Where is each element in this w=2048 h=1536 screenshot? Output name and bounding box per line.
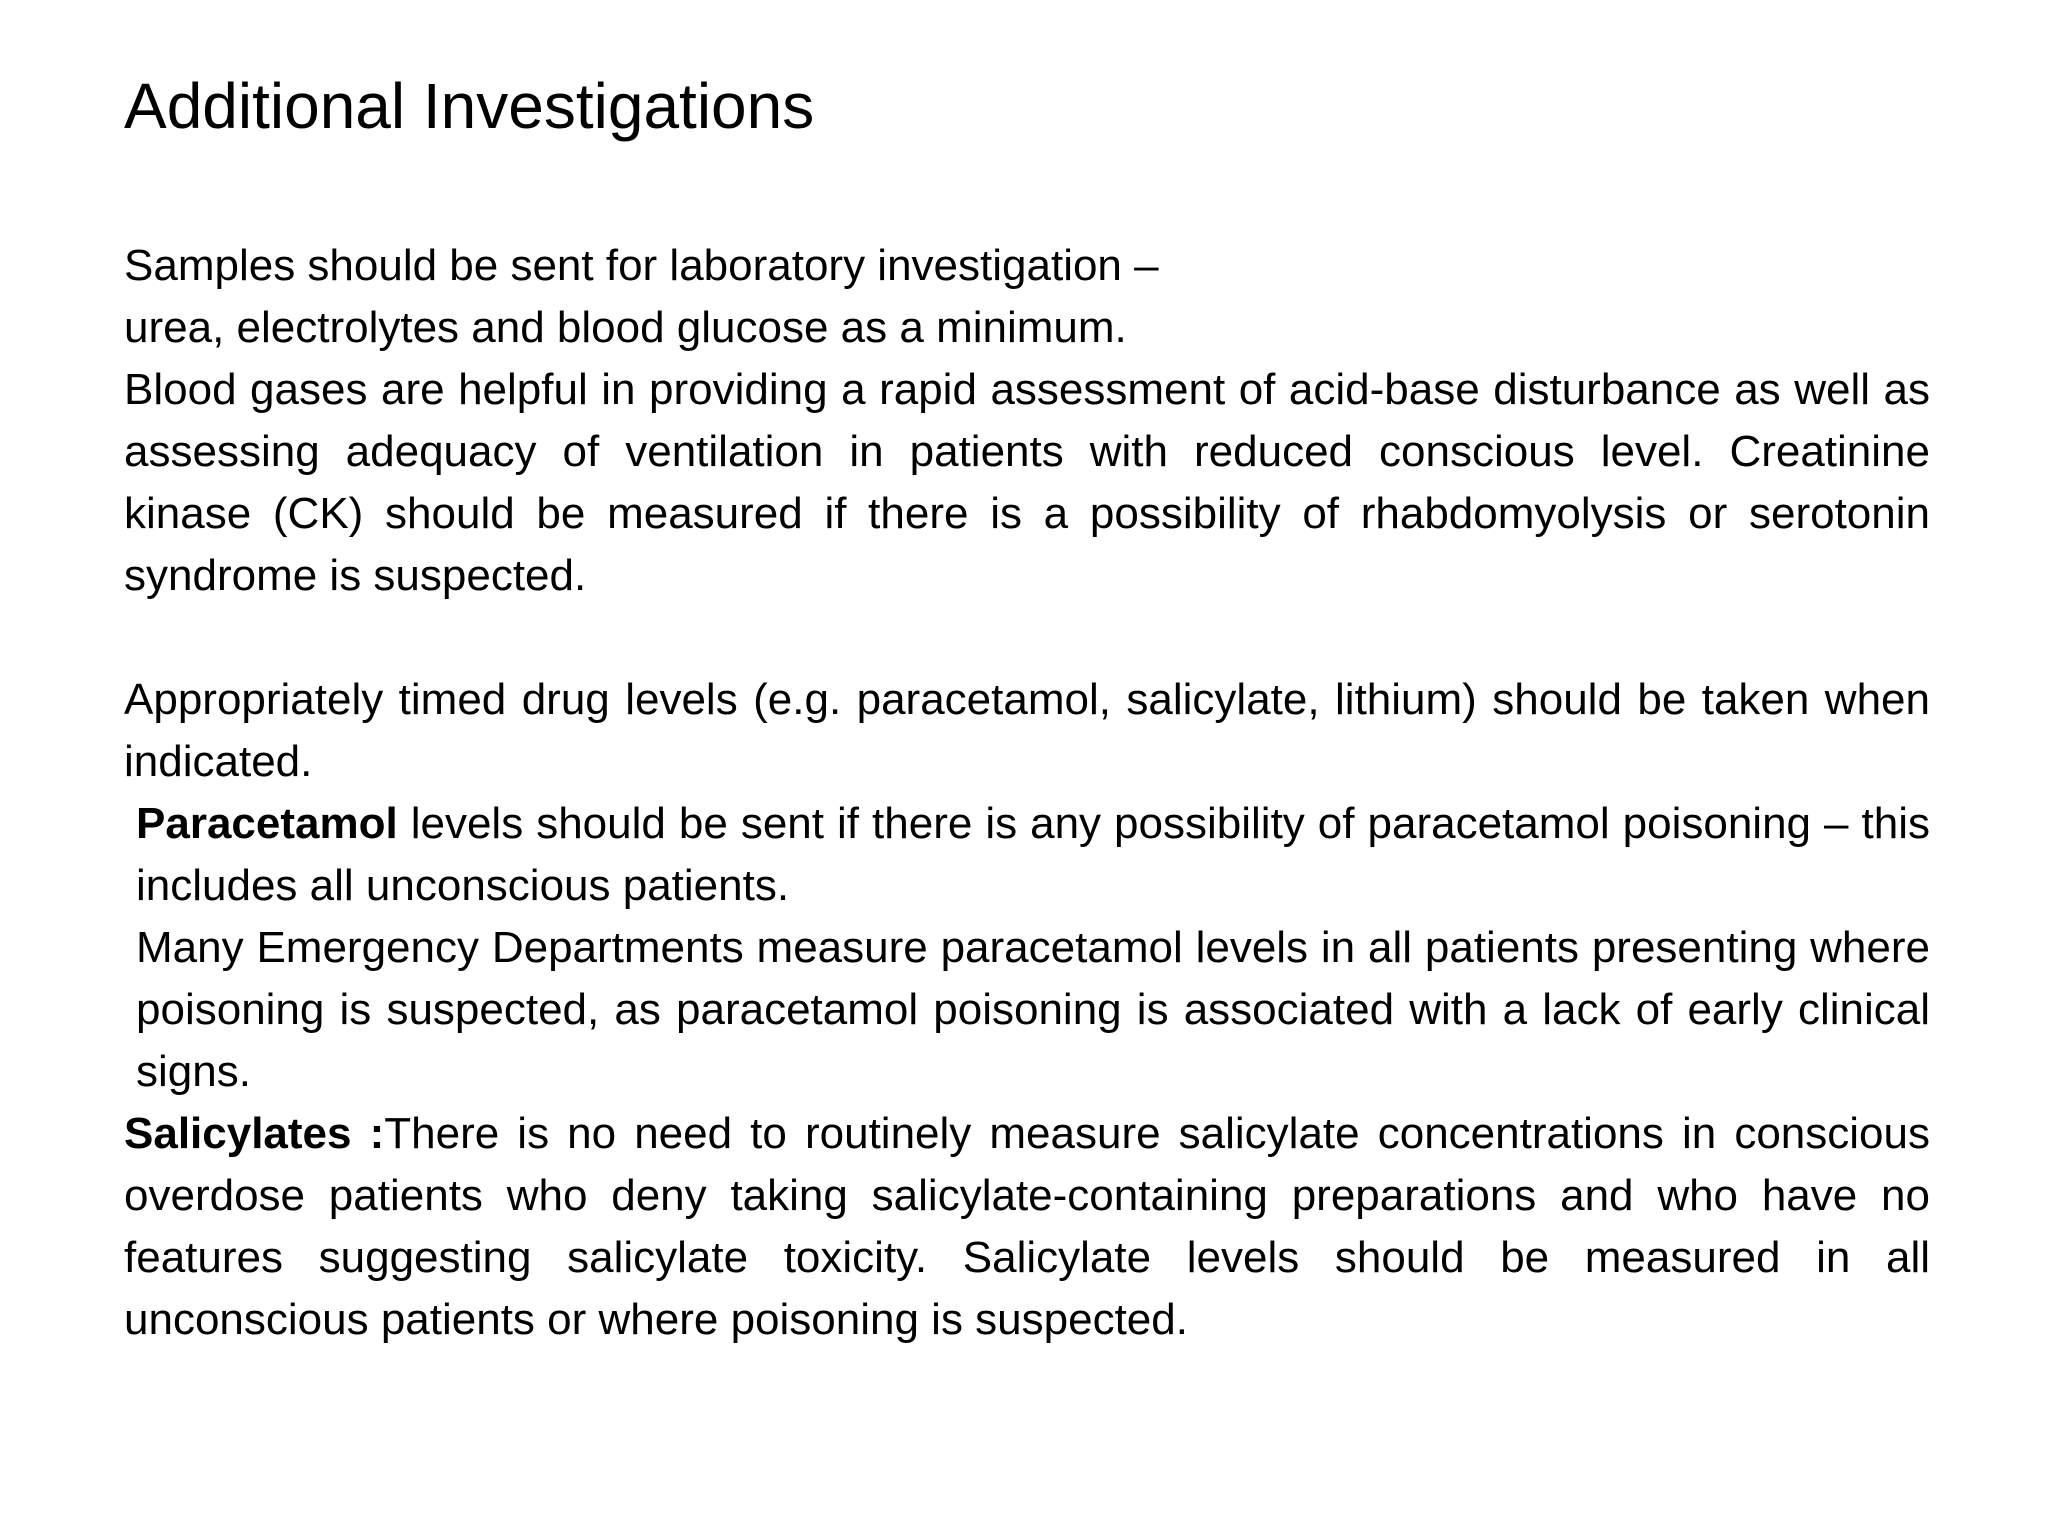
slide-title: Additional Investigations	[124, 70, 815, 142]
salicylates-label: Salicylates :	[124, 1109, 385, 1158]
salicylates-text: There is no need to routinely measure salicylate concentrations in conscious overdose patients who deny taking salicylate-containing preparations and who have no features suggesting salicylate toxicity. Salicylate levels should be measured in all unconscious patients or where poisoning is suspected.	[124, 1109, 1930, 1344]
paracetamol-text: levels should be sent if there is any possibility of paracetamol poisoning – this includes all unconscious patients.	[136, 799, 1930, 910]
paragraph-gap	[124, 607, 1930, 669]
salicylates-paragraph	[124, 1103, 1930, 1351]
paracetamol-label: Paracetamol	[136, 799, 398, 848]
slide-body	[124, 235, 1930, 1351]
drug-levels-paragraph: Appropriately timed drug levels (e.g. paracetamol, salicylate, lithium) should be taken when indicated.	[124, 675, 1930, 786]
paracetamol-paragraph	[124, 793, 1930, 917]
blood-gases-paragraph: Blood gases are helpful in providing a rapid assessment of acid-base disturbance as well as assessing adequacy of ventilation in patients with reduced conscious level. Creatinine kinase (CK) should be measured if there is a possibility of rhabdomyolysis or serotonin syndrome is suspected.	[124, 365, 1930, 600]
samples-line-1: Samples should be sent for laboratory investigation –	[124, 241, 1159, 290]
samples-line-2: urea, electrolytes and blood glucose as a minimum.	[124, 303, 1127, 352]
emergency-departments-paragraph: Many Emergency Departments measure paracetamol levels in all patients presenting where poisoning is suspected, as paracetamol poisoning is associated with a lack of early clinical signs.	[136, 923, 1930, 1096]
